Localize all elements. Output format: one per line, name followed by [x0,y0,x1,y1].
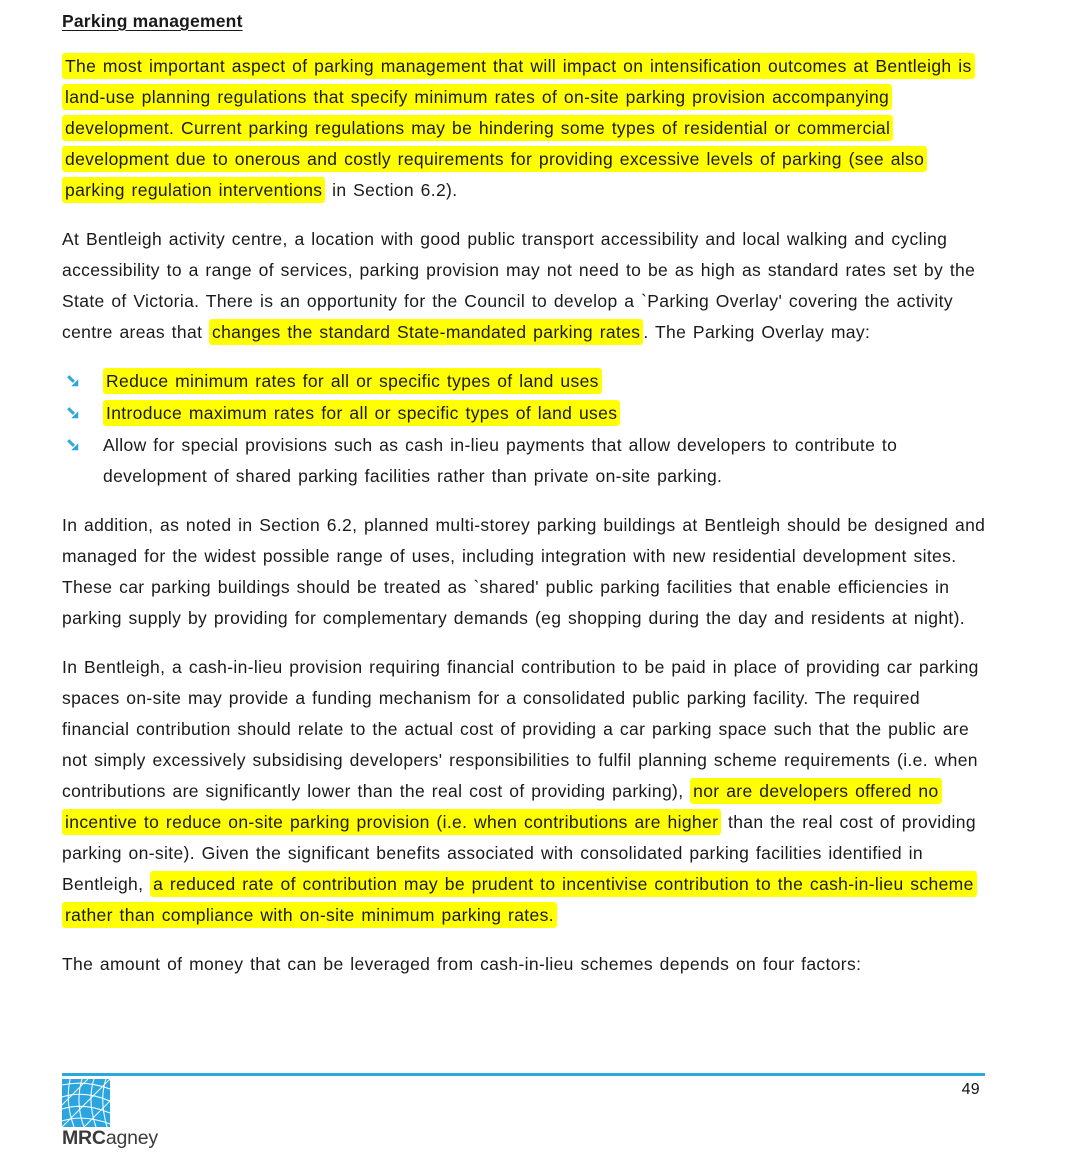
highlighted-text: a reduced rate of contribution may be prudent to incentivise contribution to the cash-in-lieu scheme rather than compliance with on-site minimum parking rates. [62,871,977,928]
bullet-text [103,366,986,397]
bullet-text [103,430,986,492]
logo-text-bold: MRC [62,1127,106,1149]
bullet-list [62,366,986,492]
paragraph [62,224,986,348]
arrow-down-right-icon [62,398,103,420]
body-text: At Bentleigh activity centre, a location with good public transport accessibility and local walking and cycling accessibility to a range of services, parking provision may not need to be as high as standard rates set by the State of Victoria. There is an opportunity for the Council to develop a `Parking Overlay' covering the activity centre areas that [62,229,976,342]
highlighted-text: nor are developers offered no incentive to reduce on-site parking provision (i.e. when contributions are higher [62,778,942,835]
arrow-down-right-icon [62,430,103,452]
bullet-text [103,398,986,429]
body-text: than the real cost of providing parking on-site). Given the significant benefits associated with consolidated parking facilities identified in Bentleigh, [62,812,976,894]
mrcagney-logo-text [62,1127,158,1150]
footer-divider [62,1073,985,1076]
paragraph [62,51,986,206]
highlighted-text: The most important aspect of parking management that will impact on intensification outcomes at Bentleigh is land-use planning regulations that specify minimum rates of on-site parking provision accompanying development. Current parking regulations may be hindering some types of residential or commercial development due to onerous and costly requirements for providing excessive levels of parking (see also parking regulation interventions [62,53,975,203]
document-body [62,6,986,998]
body-text: The amount of money that can be leveraged from cash-in-lieu schemes depends on four factors: [62,954,862,974]
page-number: 49 [961,1081,980,1098]
paragraph [62,652,986,931]
highlighted-text: changes the standard State-mandated parking rates [209,319,643,345]
page-title: Parking management [62,11,243,31]
body-text: Allow for special provisions such as cash in-lieu payments that allow developers to contribute to development of shared parking facilities rather than private on-site parking. [103,435,898,486]
text-blocks [62,51,986,980]
bullet-item [62,366,986,397]
arrow-down-right-icon [62,366,103,388]
body-text: . The Parking Overlay may: [643,322,871,342]
logo-text-rest: agney [105,1127,158,1149]
paragraph [62,949,986,980]
body-text: in Section 6.2). [325,180,458,200]
mrcagney-logo-icon [62,1079,110,1127]
highlighted-text: Introduce maximum rates for all or specific types of land uses [103,400,620,426]
highlighted-text: Reduce minimum rates for all or specific types of land uses [103,368,602,394]
body-text: In addition, as noted in Section 6.2, planned multi-storey parking buildings at Bentleigh should be designed and managed for the widest possible range of uses, including integration with new residential development sites. These car parking buildings should be treated as `shared' public parking facilities that enable efficiencies in parking supply by providing for complementary demands (eg shopping during the day and residents at night). [62,515,986,628]
body-text: In Bentleigh, a cash-in-lieu provision requiring financial contribution to be paid in place of providing car parking spaces on-site may provide a funding mechanism for a consolidated public parking facility. The required financial contribution should relate to the actual cost of providing a car parking space such that the public are not simply excessively subsidising developers' responsibilities to fulfil planning scheme requirements (i.e. when contributions are significantly lower than the real cost of providing parking), [62,657,979,801]
bullet-item [62,398,986,429]
bullet-item [62,430,986,492]
paragraph [62,510,986,634]
